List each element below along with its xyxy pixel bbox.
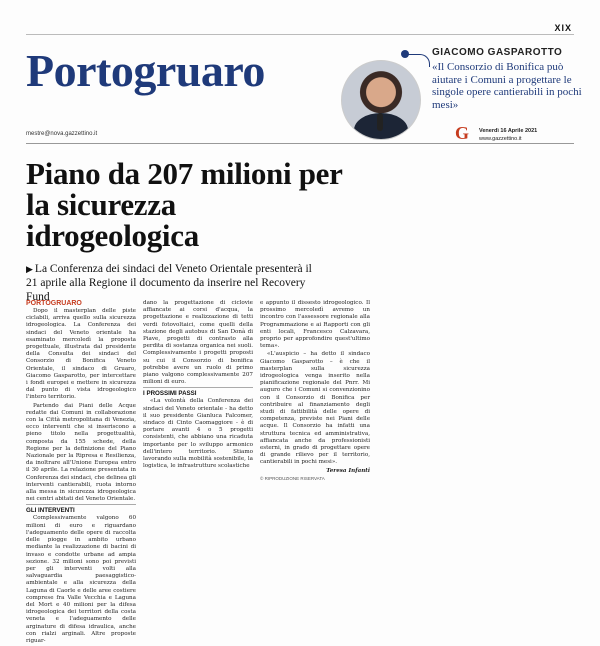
paragraph: «La volontà della Conferenza dei sindaci del Veneto orientale - ha detto il suo presidente Gianluca Falcomer, sindaco di Cinto Caomaggiore - è di portare avanti 4 o 5 progetti consistenti, che abbiano una ricaduta importante per lo sviluppo armonico dell'intero territorio. Stiamo lavorando sulla mobilità sostenibile, la logistica, le infrastrutture scolastiche bbox=[143, 398, 253, 470]
reproduction-notice: © RIPRODUZIONE RISERVATA bbox=[260, 475, 325, 481]
paragraph: Dopo il masterplan delle piste ciclabili, arriva quello sulla sicurezza idrogeologica. La Conferenza dei sindaci del Veneto orientale ha esaminato mercoledì la proposta progettuale, illustrata dal presidente della Consulta dei sindaci del Consorzio di Bonifica Veneto Orientale, il sindaco di Gruaro, Giacomo Gasparotto, per intercettare i fondi europei e mettere in sicurezza dal punto di vista idrogeologico l'intero territorio. bbox=[26, 308, 136, 401]
speaker-quote: «Il Consorzio di Bonifica può aiutare i Comuni a progettare le singole opere cantierabili in pochi mesi» bbox=[432, 61, 582, 111]
issue-info bbox=[479, 127, 537, 143]
microphone-icon bbox=[377, 113, 383, 131]
article-subhead bbox=[26, 262, 326, 304]
speaker-box bbox=[432, 47, 582, 111]
section-heading: I PROSSIMI PASSI bbox=[143, 387, 253, 397]
article-location: PORTOGRUARO bbox=[26, 300, 82, 307]
article-headline: Piano da 207 milioni per la sicurezza idrogeologica bbox=[26, 156, 343, 253]
section-masthead: Portogruaro bbox=[26, 45, 265, 96]
article-column-2 bbox=[143, 300, 253, 471]
section-heading: GLI INTERVENTI bbox=[26, 504, 136, 514]
contact-email[interactable]: mestre@nova.gazzettino.it bbox=[26, 131, 98, 137]
speaker-name: GIACOMO GASPAROTTO bbox=[432, 47, 563, 58]
paragraph: dano la progettazione di ciclovie affiancate ai corsi d'acqua, la progettazione e realizzazione di tetti verdi fotovoltaici, come quelli della stazione degli autobus di San Donà di Piave, progetti di contrasto alla perdita di sostanza organica nei suoli. Complessivamente i progetti proposti su cui il Consorzio di bonifica potrebbe avere un ruolo di primo piano valgono complessivamente 207 milioni di euro. bbox=[143, 300, 253, 386]
paragraph: «L'auspicio – ha detto il sindaco Giacomo Gasparotto – è che il masterplan sulla sicurezza idrogeologica venga inserito nella pianificazione regionale del Pnrr. Mi auguro che i Comuni si convenzionino con il Consorzio di Bonifica per contribuire al finanziamento degli studi di fattibilità delle opere di competenza, previste nei Piani delle acque. Il Consorzio ha infatti una struttura tecnica ed amministrativa, affiancata anche da professionisti esterni, in grado di progettare opere di grande rilievo per il territorio, cantierabili in pochi mesi». bbox=[260, 351, 370, 466]
site-url[interactable]: www.gazzettino.it bbox=[479, 136, 522, 142]
article-column-1 bbox=[26, 300, 136, 646]
quote-connector bbox=[405, 54, 430, 67]
gazzettino-logo: G bbox=[455, 123, 470, 143]
page-number: XIX bbox=[554, 23, 572, 33]
header-rule bbox=[26, 143, 574, 144]
subhead-text: La Conferenza dei sindaci del Veneto Orientale presenterà il 21 aprile alla Regione il documento da inserire nel Recovery Fund bbox=[26, 263, 312, 303]
paragraph: Complessivamente valgono 60 milioni di euro e riguardano l'adeguamento delle opere di raccolta delle piogge in ambito urbano mediante la realizzazione di bacini di invaso e condotte urbane ad ampia sezione. 32 milioni sono poi previsti per gli interventi volti alla salvaguardia paesaggistico-ambientale e alla sicurezza della Laguna di Caorle e delle aree costiere comprese fra Valle Vecchia e Laguna del Mort e 40 milioni per la difesa idrogeologica dei territori della costa veneta e l'adeguamento delle arginature di difesa idraulica, anche con rialzi arginali. Altre proposte riguar- bbox=[26, 515, 136, 644]
paragraph: Partendo dai Piani delle Acque redatte dai Comuni in collaborazione con la Città metropolitana di Venezia, ecco interventi che si inseriscono a pieno titolo nella progettualità, composta da 155 schede, della Regione per la definizione del Piano Nazionale per la Ripresa e Resilienza, da inoltrare all'Unione Europea entro il 30 aprile. La relazione presentata in Conferenza dei sindaci, che delinea gli interventi cantierabili, ruota intorno alla messa in sicurezza idrogeologica nei centri abitati del Veneto Orientale. bbox=[26, 402, 136, 503]
article-column-3 bbox=[260, 300, 370, 482]
issue-date: Venerdì 16 Aprile 2021 bbox=[479, 128, 538, 134]
speaker-photo bbox=[341, 60, 421, 140]
paragraph: e appunto il dissesto idrogeologico. Il prossimo mercoledì avremo un incontro con l'assessore regionale alla Programmazione e ai Rapporti con gli enti locali, Francesco Calzavara, proprio per approfondire quest'ultimo tema». bbox=[260, 300, 370, 350]
top-rule bbox=[26, 34, 574, 35]
triangle-bullet-icon: ▶ bbox=[26, 264, 33, 274]
author-signature: Teresa Infanti bbox=[326, 467, 370, 474]
